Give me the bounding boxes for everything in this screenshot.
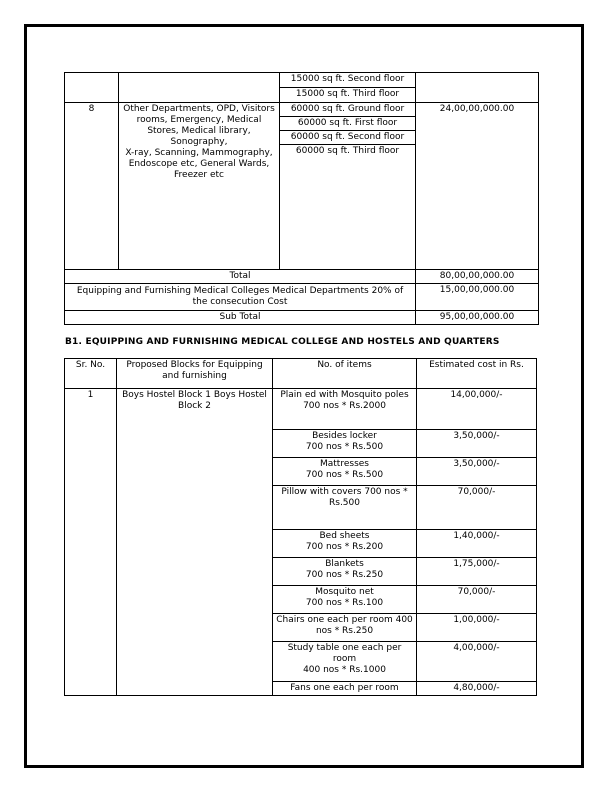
item-cost-cell: 1,00,000/- — [417, 614, 537, 642]
table-row — [65, 103, 539, 270]
item-cell: Mattresses 700 nos * Rs.500 — [273, 458, 417, 486]
equipping-row — [65, 284, 539, 311]
floor-area-item: 15000 sq ft. Third floor — [295, 89, 400, 99]
floor-area-cell — [280, 103, 416, 270]
total-row — [65, 270, 539, 284]
header-estimated-cost: Estimated cost in Rs. — [417, 359, 537, 389]
header-proposed-blocks: Proposed Blocks for Equipping and furnishing — [117, 359, 273, 389]
item-cell: Pillow with covers 700 nos * Rs.500 — [273, 486, 417, 530]
item-cost-cell: 70,000/- — [417, 486, 537, 530]
floor-area-cell — [280, 73, 416, 103]
sr-cell: 8 — [65, 103, 119, 270]
floor-area-item: 60000 sq ft. Second floor — [280, 131, 415, 145]
floor-area-item: 60000 sq ft. First floor — [280, 117, 415, 131]
section-heading: B1. EQUIPPING AND FURNISHING MEDICAL COLLEGE AND HOSTELS AND QUARTERS — [65, 337, 500, 347]
sr-cell — [65, 73, 119, 103]
item-cell: Fans one each per room — [273, 682, 417, 696]
table-row — [65, 389, 537, 430]
floor-area-item: 60000 sq ft. Ground floor — [280, 103, 415, 117]
item-cell: Chairs one each per room 400 nos * Rs.250 — [273, 614, 417, 642]
subtotal-value: 95,00,00,000.00 — [416, 311, 539, 325]
item-cost-cell: 4,80,000/- — [417, 682, 537, 696]
item-cell: Study table one each per room 400 nos * Rs.1000 — [273, 642, 417, 682]
cost-cell — [416, 73, 539, 103]
item-cell: Bed sheets 700 nos * Rs.200 — [273, 530, 417, 558]
item-cost-cell: 70,000/- — [417, 586, 537, 614]
header-row — [65, 359, 537, 389]
item-cost-cell: 14,00,000/- — [417, 389, 537, 430]
item-cost-cell: 4,00,000/- — [417, 642, 537, 682]
floor-area-item: 60000 sq ft. Third floor — [295, 146, 400, 156]
sr-cell: 1 — [65, 389, 117, 696]
item-cost-cell: 1,40,000/- — [417, 530, 537, 558]
cost-table-1 — [64, 72, 539, 325]
item-cell: Mosquito net 700 nos * Rs.100 — [273, 586, 417, 614]
item-cell: Besides locker 700 nos * Rs.500 — [273, 430, 417, 458]
subtotal-row — [65, 311, 539, 325]
description-cell — [119, 73, 280, 103]
equipping-label: Equipping and Furnishing Medical Colleges Medical Departments 20% of the consecution Cost — [65, 284, 416, 311]
subtotal-label: Sub Total — [65, 311, 416, 325]
cost-cell: 24,00,00,000.00 — [416, 103, 539, 270]
item-cost-cell: 3,50,000/- — [417, 430, 537, 458]
item-cost-cell: 3,50,000/- — [417, 458, 537, 486]
table-row — [65, 73, 539, 103]
total-value: 80,00,00,000.00 — [416, 270, 539, 284]
cost-table-2 — [64, 358, 537, 696]
header-sr-no: Sr. No. — [65, 359, 117, 389]
item-cost-cell: 1,75,000/- — [417, 558, 537, 586]
block-cell: Boys Hostel Block 1 Boys Hostel Block 2 — [117, 389, 273, 696]
total-label: Total — [65, 270, 416, 284]
header-no-of-items: No. of items — [273, 359, 417, 389]
floor-area-item: 15000 sq ft. Second floor — [280, 73, 415, 88]
item-cell: Blankets 700 nos * Rs.250 — [273, 558, 417, 586]
item-cell: Plain ed with Mosquito poles 700 nos * Rs.2000 — [273, 389, 417, 430]
equipping-value: 15,00,00,000.00 — [416, 284, 539, 311]
description-cell: Other Departments, OPD, Visitors rooms, Emergency, Medical Stores, Medical library, Sonography, X-ray, Scanning, Mammography, Endoscope etc, General Wards, Freezer etc — [119, 103, 280, 270]
